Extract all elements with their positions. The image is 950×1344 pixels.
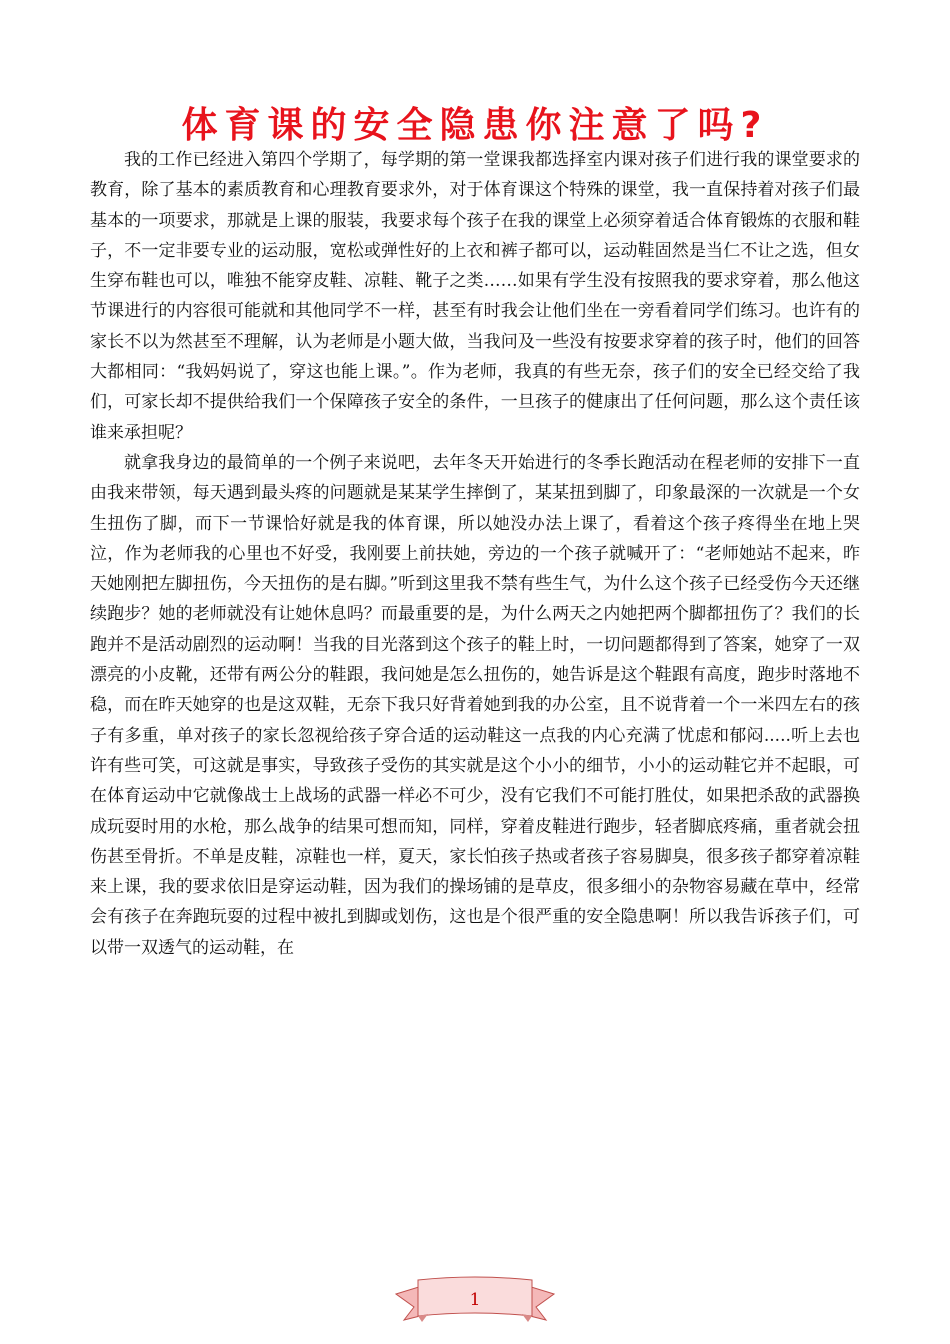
page-number: 1 xyxy=(469,1290,481,1310)
document-title: 体育课的安全隐患你注意了吗? xyxy=(181,105,769,146)
body-paragraph-2: 就拿我身边的最简单的一个例子来说吧，去年冬天开始进行的冬季长跑活动在程老师的安排下一直由我来带领，每天遇到最头疼的问题就是某某学生摔倒了，某某扭到脚了，印象最深的一次就是一个女生扭伤了脚，而下一节课恰好就是我的体育课，所以她没办法上课了，看着这个孩子疼得坐在地上哭泣，作为老师我的心里也不好受，我刚要上前扶她，旁边的一个孩子就喊开了：“老师她站不起来，昨天她刚把左脚扭伤，今天扭伤的是右脚。”听到这里我不禁有些生气，为什么这个孩子已经受伤今天还继续跑步？她的老师就没有让她休息吗？而最重要的是，为什么两天之内她把两个脚都扭伤了？我们的长跑并不是活动剧烈的运动啊！当我的目光落到这个孩子的鞋上时，一切问题都得到了答案，她穿了一双漂亮的小皮靴，还带有两公分的鞋跟，我问她是怎么扭伤的，她告诉是这个鞋跟有高度，跑步时落地不稳，而在昨天她穿的也是这双鞋，无奈下我只好背着她到我的办公室，且不说背着一个一米四左右的孩子有多重，单对孩子的家长忽视给孩子穿合适的运动鞋这一点我的内心充满了忧虑和郁闷.....听上去也许有些可笑，可这就是事实，导致孩子受伤的其实就是这个小小的细节，小小的运动鞋它并不起眼，可在体育运动中它就像战士上战场的武器一样必不可少，没有它我们不可能打胜仗，如果把杀敌的武器换成玩耍时用的水枪，那么战争的结果可想而知，同样，穿着皮鞋进行跑步，轻者脚底疼痛，重者就会扭伤甚至骨折。不单是皮鞋，凉鞋也一样，夏天，家长怕孩子热或者孩子容易脚臭，很多孩子都穿着凉鞋来上课，我的要求依旧是穿运动鞋，因为我们的操场铺的是草皮，很多细小的杂物容易藏在草中，经常会有孩子在奔跑玩耍的过程中被扎到脚或划伤，这也是个很严重的安全隐患啊！所以我告诉孩子们，可以带一双透气的运动鞋，在 xyxy=(90,452,860,958)
document-body xyxy=(90,145,860,963)
body-paragraph-1: 我的工作已经进入第四个学期了，每学期的第一堂课我都选择室内课对孩子们进行我的课堂要求的教育，除了基本的素质教育和心理教育要求外，对于体育课这个特殊的课堂，我一直保持着对孩子们最基本的一项要求，那就是上课的服装，我要求每个孩子在我的课堂上必须穿着适合体育锻炼的衣服和鞋子，不一定非要专业的运动服，宽松或弹性好的上衣和裤子都可以，运动鞋固然是当仁不让之选，但女生穿布鞋也可以，唯独不能穿皮鞋、凉鞋、靴子之类……如果有学生没有按照我的要求穿着，那么他这节课进行的内容很可能就和其他同学不一样，甚至有时我会让他们坐在一旁看着同学们练习。也许有的家长不以为然甚至不理解，认为老师是小题大做，当我问及一些没有按要求穿着的孩子时，他们的回答大都相同：“我妈妈说了，穿这也能上课。”。作为老师，我真的有些无奈，孩子们的安全已经交给了我们，可家长却不提供给我们一个保障孩子安全的条件，一旦孩子的健康出了任何问题，那么这个责任该谁来承担呢？ xyxy=(90,150,860,443)
page-footer xyxy=(392,1276,558,1336)
